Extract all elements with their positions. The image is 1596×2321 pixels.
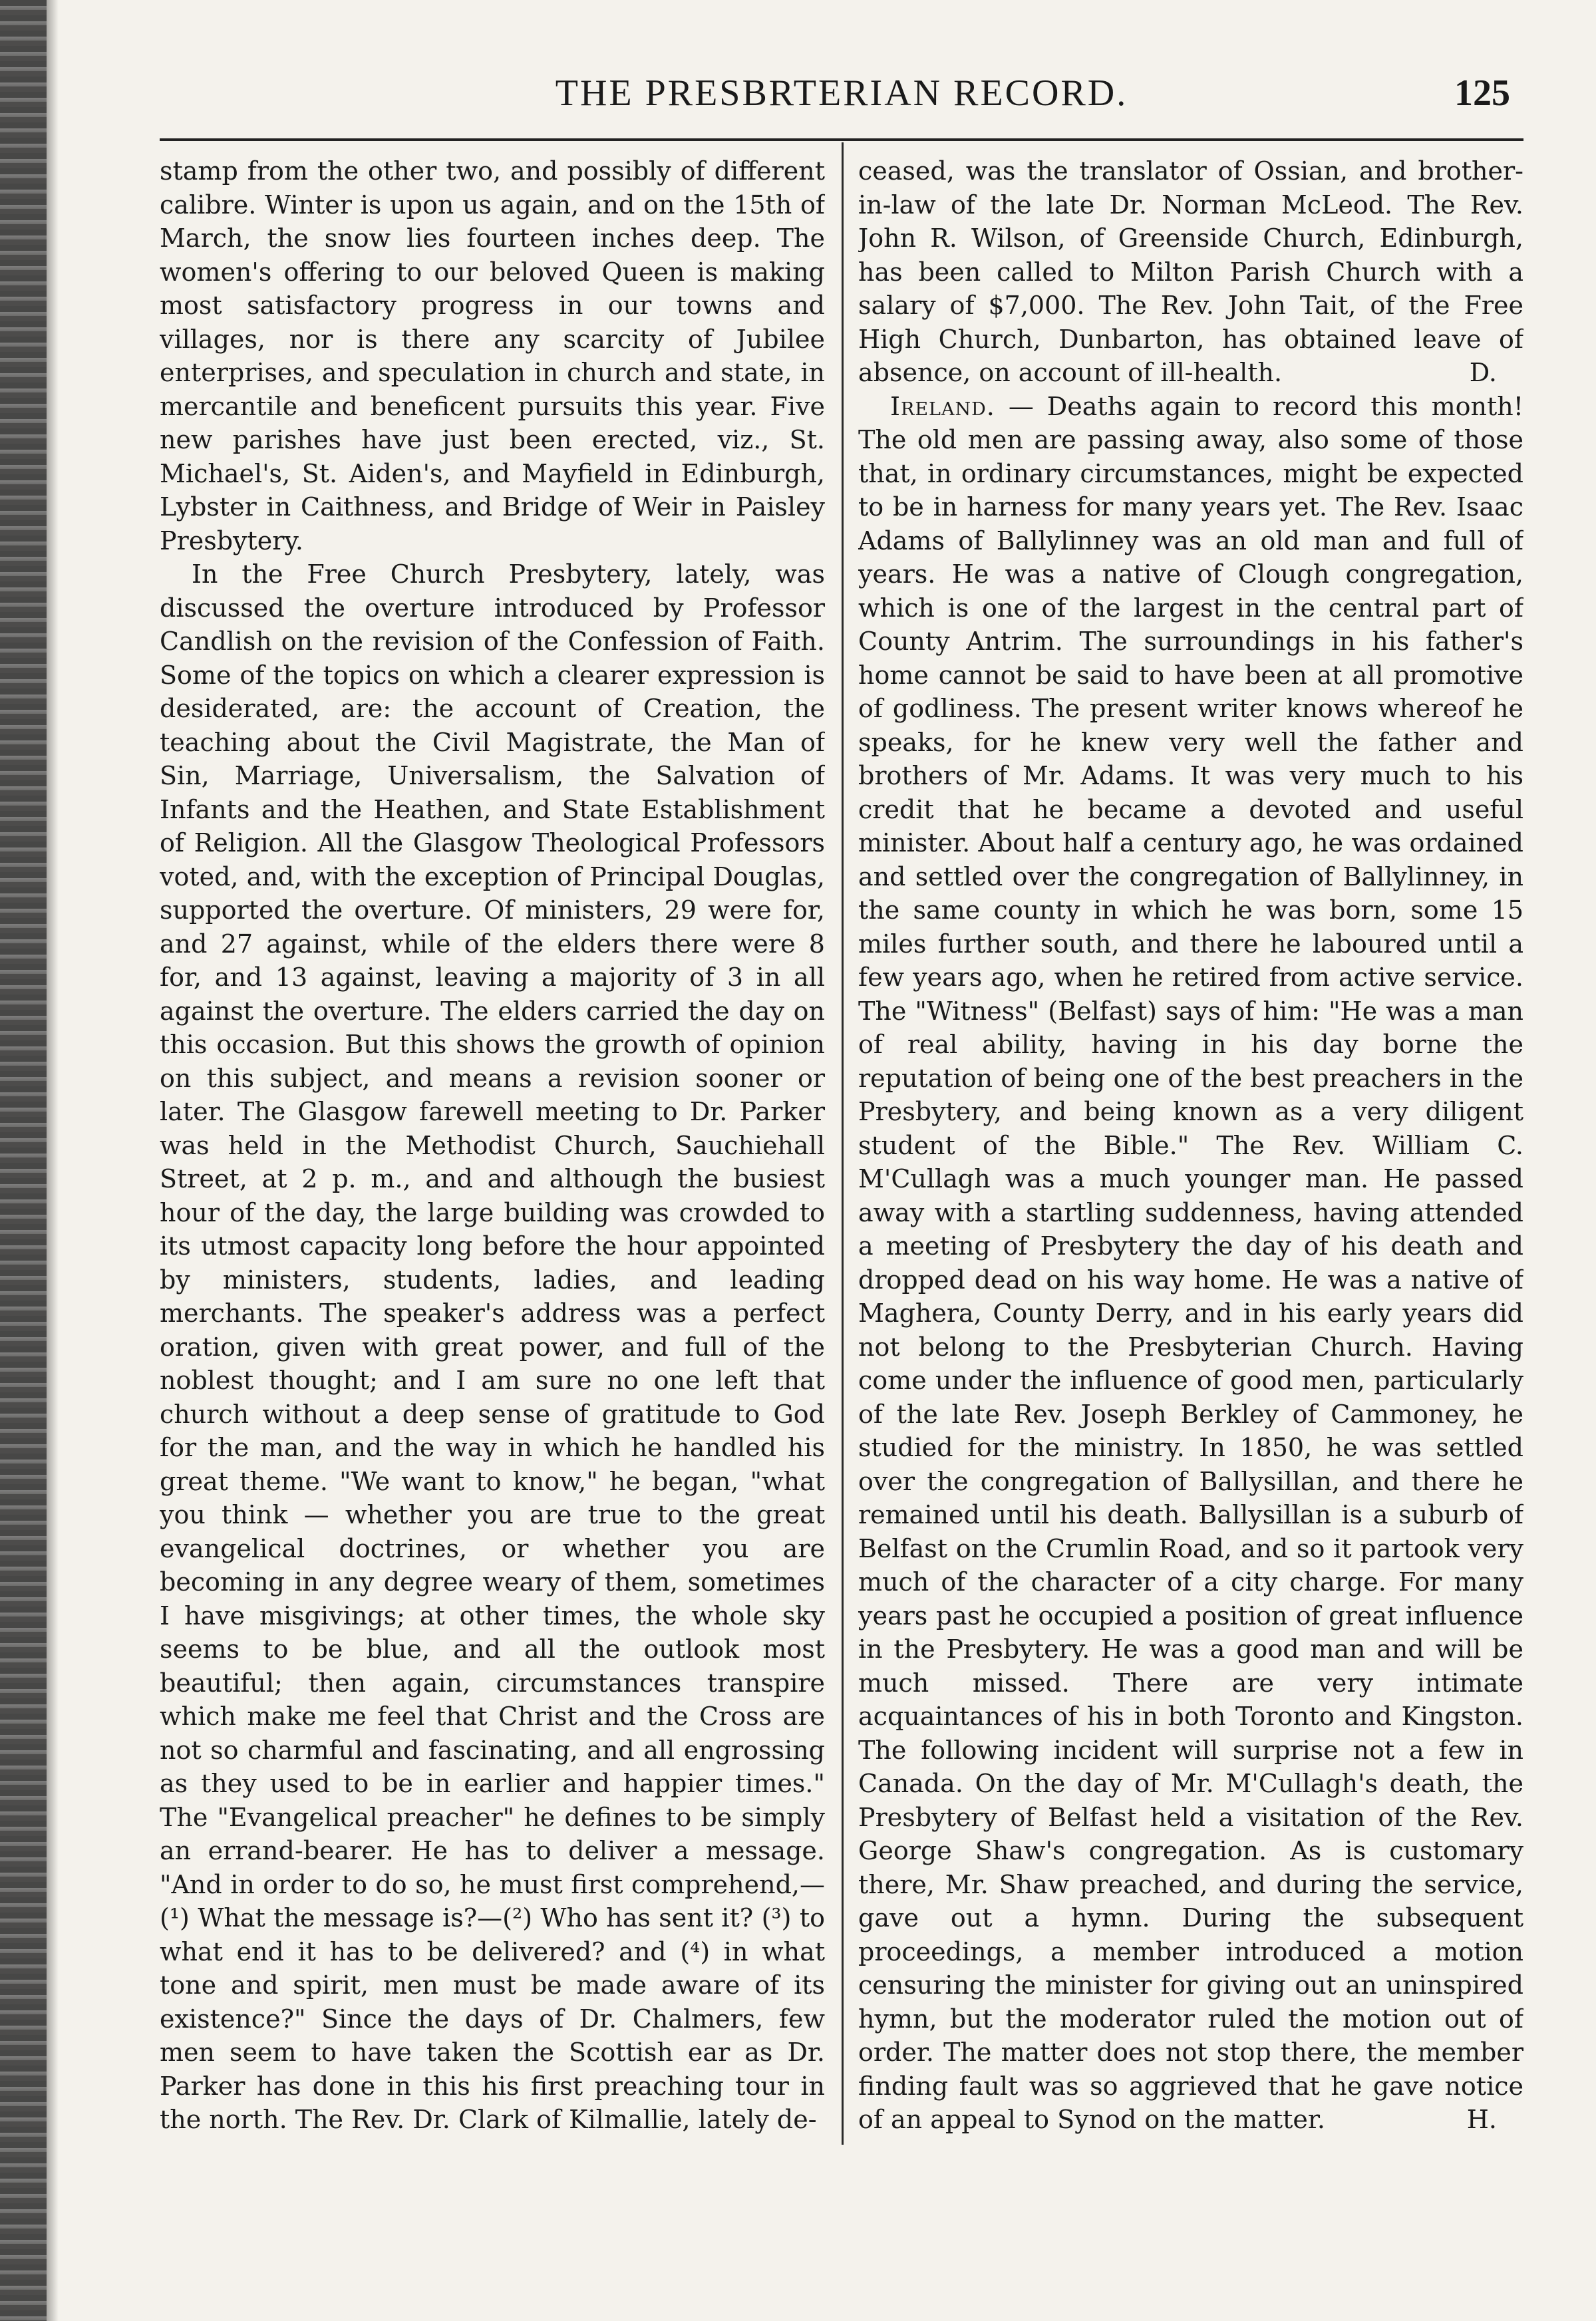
- author-initial: D.: [1469, 358, 1497, 387]
- column-divider: [842, 142, 844, 2145]
- paragraph-text: In the Free Church Presbytery, lately, was discussed the overture introduced by Professor Candlish on the revision of the Confession of Faith. Some of the topics on which a clearer expression is desiderated, are: the account of Creation, the teaching about the Civil Magistrate, the Man of Sin, Marriage, Universalism, the Salvation of Infants and the Heathen, and State Establishment of Religion. All the Glasgow Theological Professors voted, and, with the exception of Principal Douglas, supported the overture. Of ministers, 29 were for, and 27 against, while of the elders there were 8 for, and 13 against, leaving a majority of 3 in all against the overture. The elders carried the day on this occasion. But this shows the growth of opinion on this subject, and means a revision sooner or later. The Glasgow farewell meeting to Dr. Parker was held in the Methodist Church, Sauchiehall Street, at 2 p. m., and and although the busiest hour of the day, the large building was crowded to its utmost capacity long before the hour appointed by ministers, students, ladies, and leading merchants. The speaker's address was a perfect oration, given with great power, and full of the noblest thought; and I am sure no one left that church without a deep sense of gratitude to God for the man, and the way in which he handled his great theme. "We want to know," he began, "what you think — whether you are true to the great evangelical doctrines, or whether you are becoming in any degree weary of them, sometimes I have misgivings; at other times, the whole sky seems to be blue, and all the outlook most beautiful; then again, circumstances transpire which make me feel that Christ and the Cross are not so charmful and fascinating, and all engrossing as they used to be in earlier and happier times." The "Evangelical preacher" he defines to be simply an errand-bearer. He has to deliver a message. "And in order to do so, he must first comprehend,—(¹) What the message is?—(²) Who has sent it? (³) to what end it has to be delivered? and (⁴) in what tone and spirit, men must be made aware of its existence?" Since the days of Dr. Chalmers, few men seem to have taken the Scottish ear as Dr. Parker has done in this his first preaching tour in the north. The Rev. Dr. Clark of Kilmallie, lately de-: [160, 559, 825, 2134]
- page-header: [160, 70, 1523, 123]
- right-column: [858, 154, 1523, 2283]
- author-initial: H.: [1466, 2105, 1497, 2134]
- paragraph-scotland-close: [858, 154, 1523, 390]
- page-binding-edge: [0, 0, 47, 2321]
- section-heading: Ireland.: [890, 391, 995, 421]
- paragraph-text: stamp from the other two, and possibly of different calibre. Winter is upon us again, and on the 15th of March, the snow lies fourteen inches deep. The women's offering to our beloved Queen is making most satisfactory progress in our towns and villages, nor is there any scarcity of Jubilee enterprises, and speculation in church and state, in mercantile and beneficent pursuits this year. Five new parishes have just been erected, viz., St. Michael's, St. Aiden's, and Mayfield in Edinburgh, Lybster in Caithness, and Bridge of Weir in Paisley Presbytery.: [160, 156, 825, 555]
- paragraph-text: — Deaths again to record this month! The old men are passing away, also some of those that, in ordinary circumstances, might be expected to be in harness for many years yet. The Rev. Isaac Adams of Ballylinney was an old man and full of years. He was a native of Clough congregation, which is one of the largest in the central part of County Antrim. The surroundings in his father's home cannot be said to have been at all promotive of godliness. The present writer knows whereof he speaks, for he knew very well the father and brothers of Mr. Adams. It was very much to his credit that he became a devoted and useful minister. About half a century ago, he was ordained and settled over the congregation of Ballylinney, in the same county in which he was born, some 15 miles further south, and there he laboured until a few years ago, when he retired from active service. The "Witness" (Belfast) says of him: "He was a man of real ability, having in his day borne the reputation of being one of the best preachers in the Presbytery, and being known as a very diligent student of the Bible." The Rev. William C. M'Cullagh was a much younger man. He passed away with a startling suddenness, having attended a meeting of Presbytery the day of his death and dropped dead on his way home. He was a native of Maghera, County Derry, and in his early years did not belong to the Presbyterian Church. Having come under the influence of good men, particularly of the late Rev. Joseph Berkley of Cammoney, he studied for the ministry. In 1850, he was settled over the congregation of Ballysillan, and there he remained until his death. Ballysillan is a suburb of Belfast on the Crumlin Road, and so it partook very much of the character of a city charge. For many years past he occupied a position of great influence in the Presbytery. He was a good man and will be much missed. There are very intimate acquaintances of his in both Toronto and Kingston. The following incident will surprise not a few in Canada. On the day of Mr. M'Cullagh's death, the Presbytery of Belfast held a visitation of the Rev. George Shaw's congregation. As is customary there, Mr. Shaw preached, and during the service, gave out a hymn. During the subsequent proceedings, a member introduced a motion censuring the minister for giving out an uninspired hymn, but the moderator ruled the motion out of order. The matter does not stop there, the member finding fault was so aggrieved that he gave notice of an appeal to Synod on the matter.: [858, 391, 1523, 2134]
- paragraph-scottish-news: [160, 154, 825, 557]
- paragraph-free-church-presbytery: [160, 557, 825, 2137]
- paragraph-text: ceased, was the translator of Ossian, and brother-in-law of the late Dr. Norman McLeod. The Rev. John R. Wilson, of Greenside Church, Edinburgh, has been called to Milton Parish Church with a salary of $7,000. The Rev. John Tait, of the Free High Church, Dunbarton, has obtained leave of absence, on account of ill-health.: [858, 156, 1523, 387]
- header-rule: [160, 138, 1523, 141]
- left-column: [160, 154, 825, 2283]
- running-title: THE PRESBRTERIAN RECORD.: [555, 73, 1128, 114]
- paragraph-ireland-news: [858, 390, 1523, 2137]
- page-number: 125: [1454, 73, 1510, 114]
